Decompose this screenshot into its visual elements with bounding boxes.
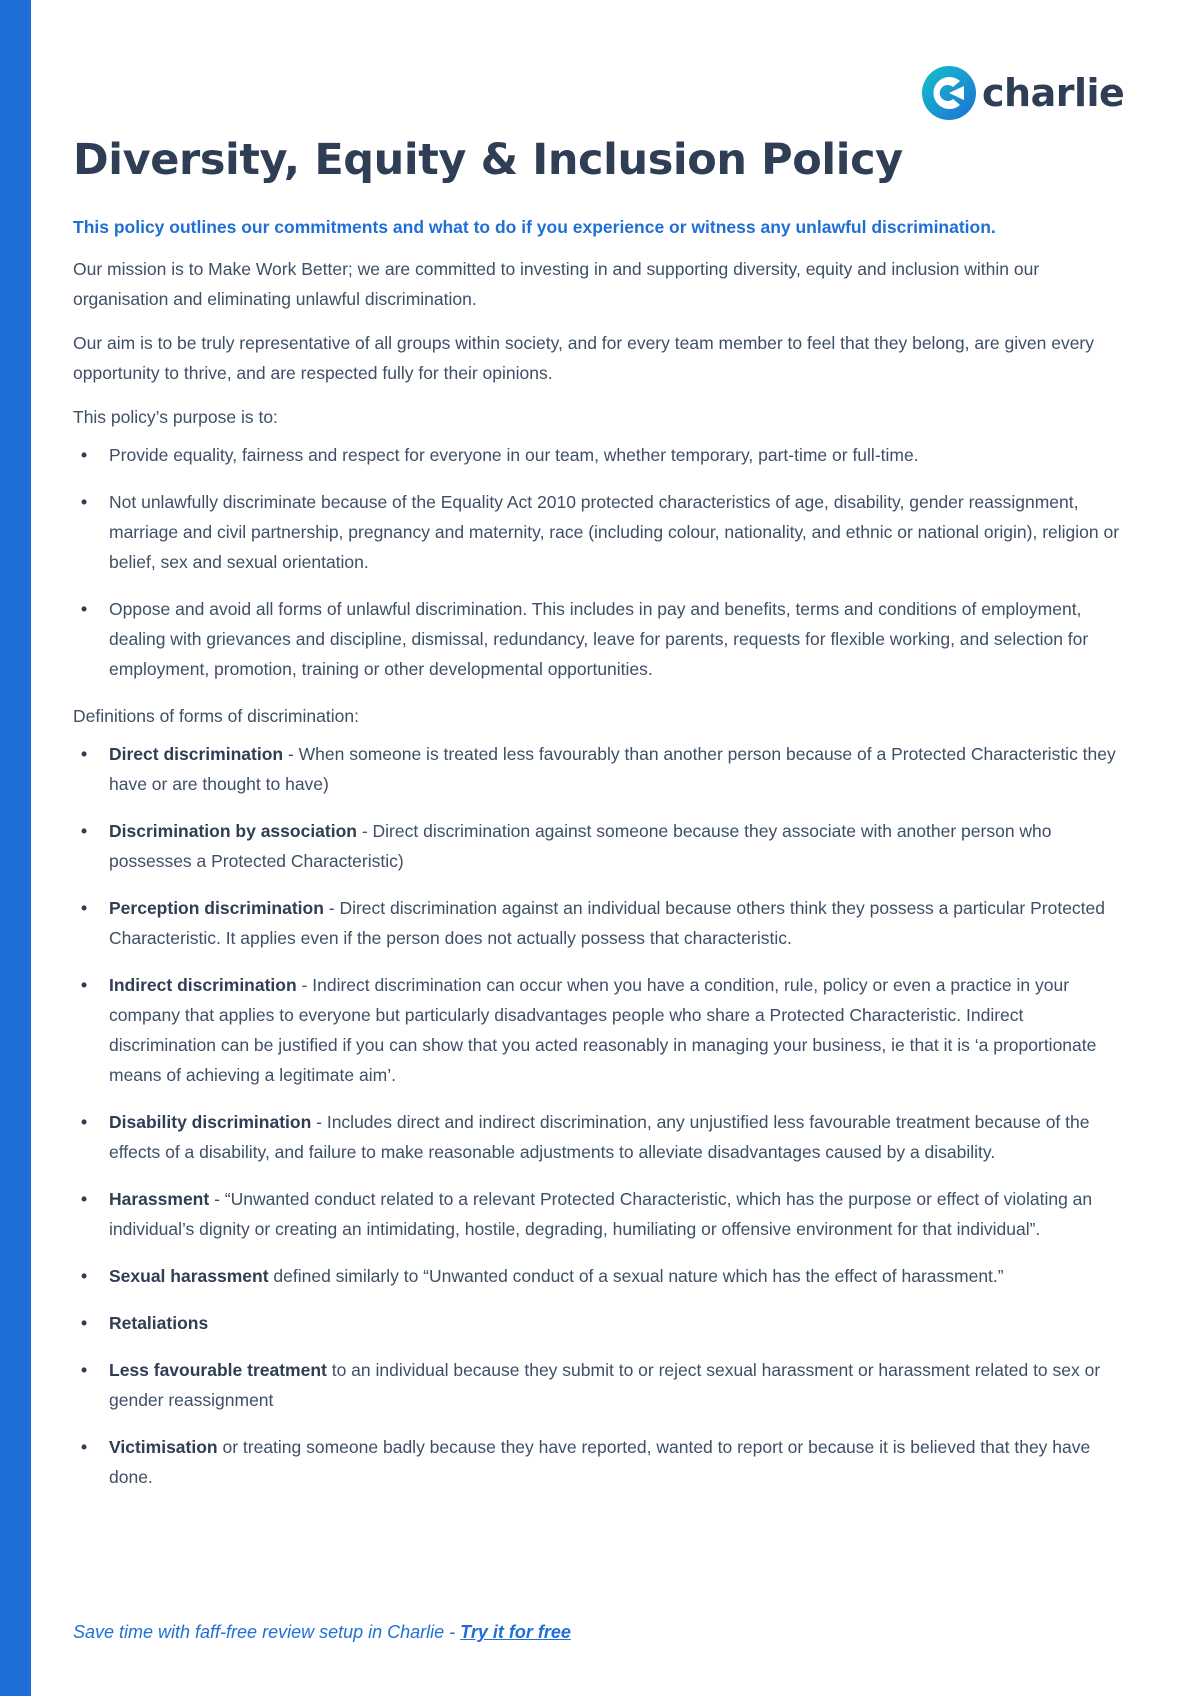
definition-item: • Harassment - “Unwanted conduct related to a relevant Protected Characteristic, which has the purpose or effect of violating an individual’s dignity or creating an intimidating, hostile, degrading, humiliating or offensive environment for that individual”.	[81, 1189, 1093, 1239]
definition-item: • Retaliations	[81, 1313, 209, 1333]
page-title: Diversity, Equity & Inclusion Policy	[73, 135, 903, 185]
definition-term: Less favourable treatment	[109, 1360, 327, 1380]
definition-item: • Less favourable treatment to an individual because they submit to or reject sexual harassment or harassment related to sex or gender reassignment	[81, 1360, 1101, 1410]
purpose-list	[73, 440, 1133, 684]
definitions-lead: Definitions of forms of discrimination:	[73, 706, 359, 726]
definition-term: Sexual harassment	[109, 1266, 269, 1286]
list-item: • Oppose and avoid all forms of unlawful discrimination. This includes in pay and benefits, terms and conditions of employment, dealing with grievances and discipline, dismissal, redundancy, leave for parents, requests for flexible working, and selection for employment, promotion, training or other developmental opportunities.	[81, 599, 1089, 679]
aim-paragraph: Our aim is to be truly representative of all groups within society, and for every team member to feel that they belong, are given every opportunity to thrive, and are respected fully for their opinions.	[73, 333, 1095, 383]
definition-item: • Sexual harassment defined similarly to “Unwanted conduct of a sexual nature which has the effect of harassment.”	[81, 1266, 1004, 1286]
definition-term: Discrimination by association	[109, 821, 357, 841]
list-item: • Not unlawfully discriminate because of the Equality Act 2010 protected characteristics of age, disability, gender reassignment, marriage and civil partnership, pregnancy and maternity, race (including colour, nationality, and ethnic or national origin), religion or belief, sex and sexual orientation.	[81, 492, 1120, 572]
mission-paragraph: Our mission is to Make Work Better; we are committed to investing in and supporting diversity, equity and inclusion within our organisation and eliminating unlawful discrimination.	[73, 259, 1040, 309]
definition-term: Harassment	[109, 1189, 210, 1209]
definition-term: Perception discrimination	[109, 898, 324, 918]
side-accent-bar	[0, 0, 31, 1696]
definition-item: • Indirect discrimination - Indirect discrimination can occur when you have a condition, rule, policy or even a practice in your company that applies to everyone but particularly disadvantages people who share a Protected Characteristic. Indirect discrimination can be justified if you can show that you acted reasonably in managing your business, ie that it is ‘a proportionate means of achieving a legitimate aim’.	[81, 975, 1097, 1085]
footer-cta	[73, 1622, 571, 1643]
intro-summary: This policy outlines our commitments and what to do if you experience or witness any unlawful discrimination.	[73, 217, 996, 237]
definition-item: • Victimisation or treating someone badly because they have reported, wanted to report or because it is believed that they have done.	[81, 1437, 1091, 1487]
footer-text: Save time with faff-free review setup in Charlie -	[73, 1622, 461, 1642]
definition-term: Retaliations	[109, 1313, 209, 1333]
definition-item: • Disability discrimination - Includes direct and indirect discrimination, any unjustified less favourable treatment because of the effects of a disability, and failure to make reasonable adjustments to alleviate disadvantages caused by a disability.	[81, 1112, 1090, 1162]
definition-term: Victimisation	[109, 1437, 218, 1457]
list-item: • Provide equality, fairness and respect for everyone in our team, whether temporary, part-time or full-time.	[81, 445, 919, 465]
definition-term: Disability discrimination	[109, 1112, 312, 1132]
logo-wordmark: charlie	[982, 71, 1125, 115]
brand-logo	[920, 62, 1124, 124]
definition-item: • Direct discrimination - When someone is treated less favourably than another person because of a Protected Characteristic they have or are thought to have)	[81, 744, 1116, 794]
definition-item: • Discrimination by association - Direct discrimination against someone because they associate with another person who possesses a Protected Characteristic)	[81, 821, 1052, 871]
definition-item: • Perception discrimination - Direct discrimination against an individual because others think they possess a particular Protected Characteristic. It applies even if the person does not actually possess that characteristic.	[81, 898, 1105, 948]
definition-term: Direct discrimination	[109, 744, 284, 764]
try-it-free-link[interactable]: Try it for free	[460, 1622, 571, 1642]
charlie-logo-icon	[920, 64, 978, 122]
definition-term: Indirect discrimination	[109, 975, 297, 995]
definitions-list	[73, 739, 1133, 1492]
policy-document	[73, 132, 1133, 1509]
purpose-lead: This policy’s purpose is to:	[73, 407, 278, 427]
